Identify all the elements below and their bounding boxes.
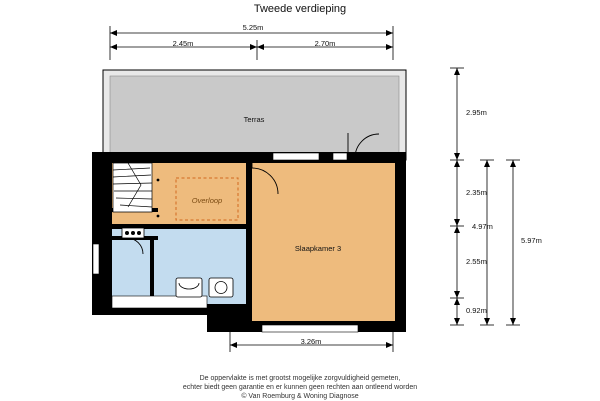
dim-top-total: 5.25m xyxy=(242,23,264,32)
dim-right-2: 2.35m xyxy=(466,188,487,197)
stairs xyxy=(113,163,152,212)
room-label-overloop: Overloop xyxy=(191,196,223,205)
dim-right-3: 2.55m xyxy=(466,257,487,266)
dim-right-subtotal: 4.97m xyxy=(472,222,493,231)
dim-right-1: 2.95m xyxy=(466,108,487,117)
footer-line-3: © Van Roemburg & Woning Diagnose xyxy=(241,393,359,400)
footer-line-2: echter biedt geen garantie en er kunnen geen rechten aan ontleend worden xyxy=(182,384,418,391)
dim-top-right: 2.70m xyxy=(314,39,336,48)
footer-line-1: De oppervlakte is met grootst mogelijke zorgvuldigheid gemeten, xyxy=(199,375,401,382)
room-label-slaapkamer-3: Slaapkamer 3 xyxy=(294,244,342,253)
dim-bottom: 3.26m xyxy=(300,337,322,346)
page-title: Tweede verdieping xyxy=(253,3,347,15)
dim-right-4: 0.92m xyxy=(466,306,487,315)
room-label-terras: Terras xyxy=(243,115,265,124)
dim-top-left: 2.45m xyxy=(172,39,194,48)
dim-right-total: 5.97m xyxy=(521,236,542,245)
